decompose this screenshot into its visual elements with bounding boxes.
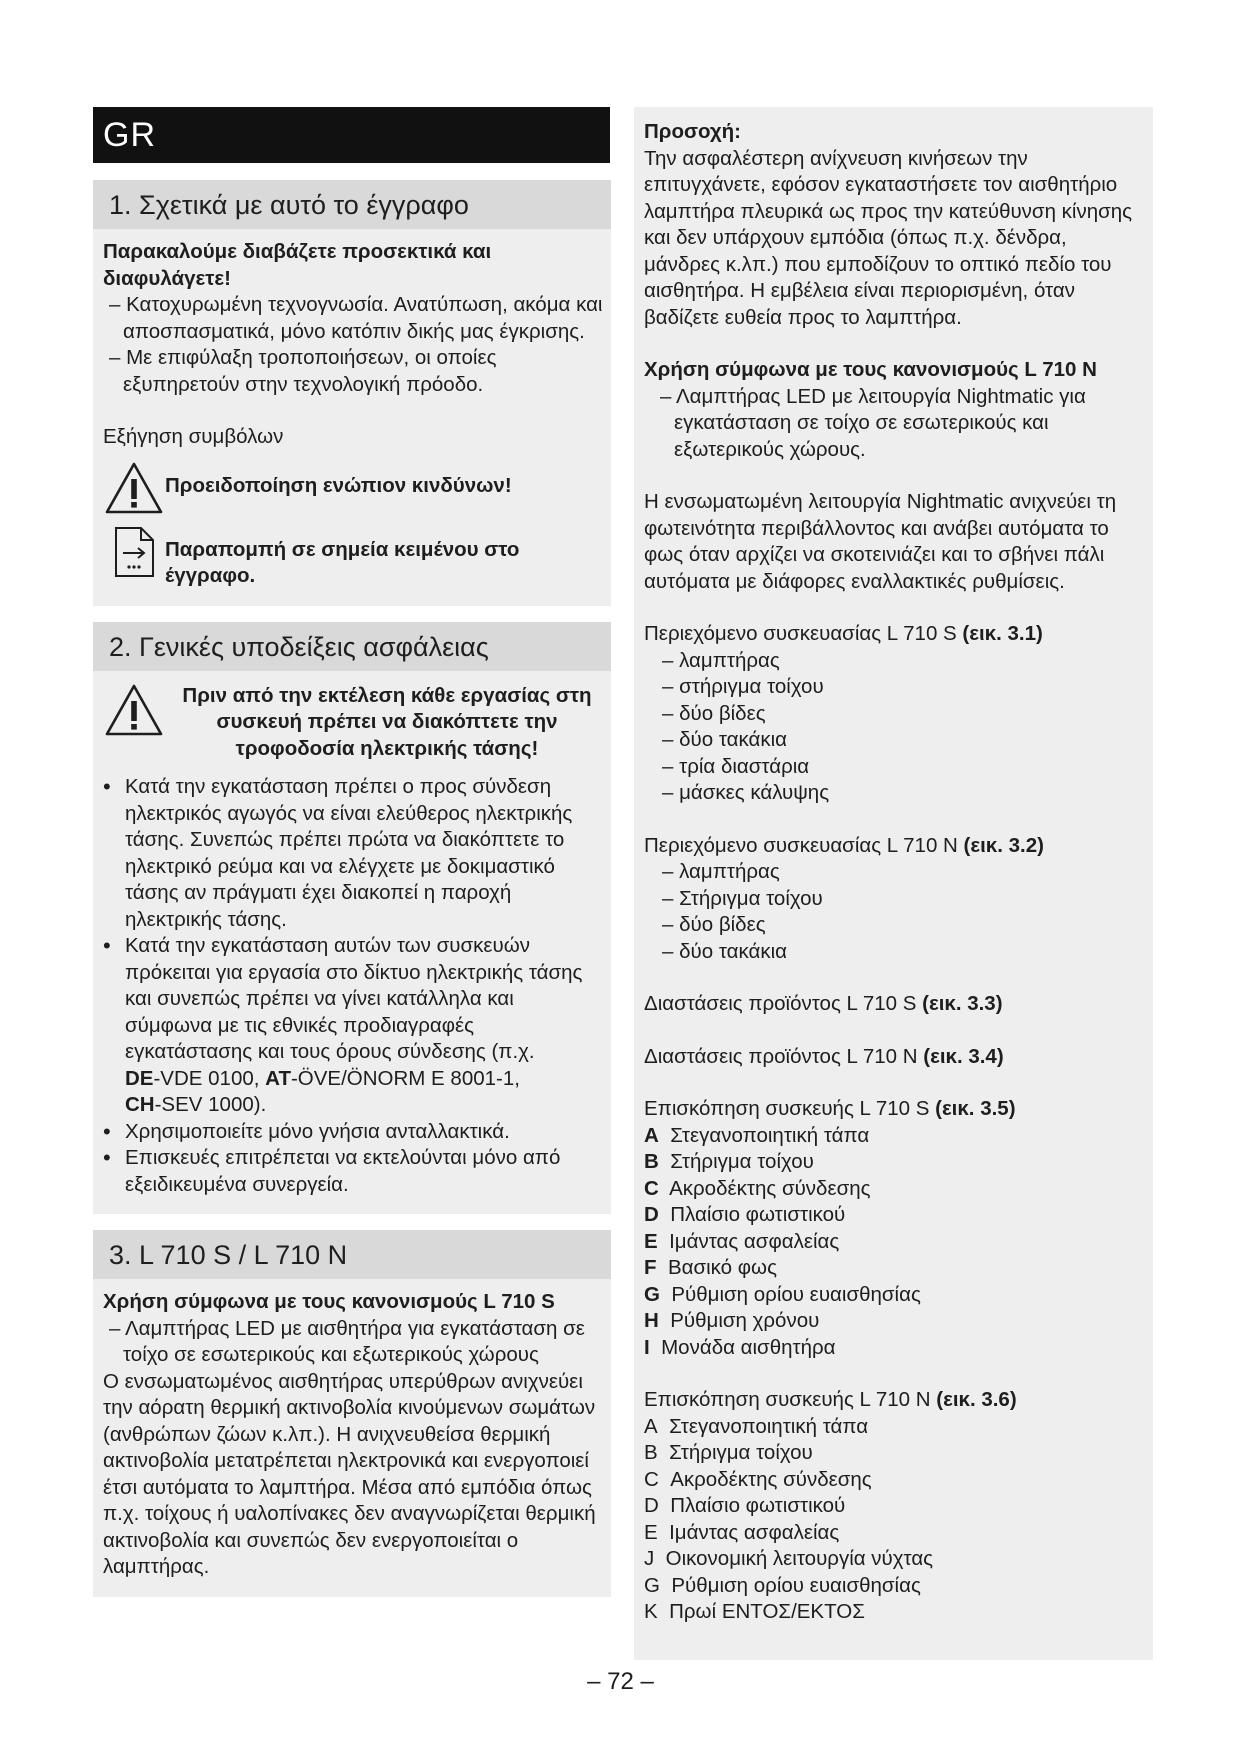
list-item: I Μονάδα αισθητήρα: [644, 1335, 836, 1359]
section-safety: [93, 622, 611, 1215]
list-item: D Πλαίσιο φωτιστικού: [644, 1203, 846, 1226]
symbols-title: Εξήγηση συμβόλων: [103, 425, 284, 448]
list-item: E Ιμάντας ασφαλείας: [644, 1229, 840, 1253]
list-item: B Στήριγμα τοίχου: [644, 1441, 813, 1464]
list-item: – δύο τακάκια: [662, 939, 787, 963]
warning-text: Πριν από την εκτέλεση κάθε εργασίας στη συσκευή πρέπει να διακόπτετε την τροφοδοσία ηλεκτρικής τάσης!: [182, 683, 592, 760]
contents-s-list: [644, 648, 1147, 807]
warning-icon: [103, 683, 165, 737]
safety-warning: [103, 683, 603, 763]
sensor-paragraph: Ο ενσωματωμένος αισθητήρας υπερύθρων ανιχνεύει την αόρατη θερμική ακτινοβολία κινούμενων σωμάτων (ανθρώπων ζώων κ.λπ.). Η ανιχνευθείσα θερμική ακτινοβολία μετατρέπεται ηλεκτρονικά και ενεργοποιεί έτσι αυτόματα το λαμπτήρα. Μέσα από εμπόδια όπως π.χ. τοίχους ή υαλοπίνακες δεν αναγνωρίζεται θερμική ακτινοβολία και συνεπώς δεν ενεργοποιείται ο λαμπτήρας.: [103, 1369, 596, 1578]
list-item: – Λαμπτήρας LED με λειτουργία Nightmatic για εγκατάσταση σε τοίχο σε εσωτερικούς και εξωτερικούς χώρους.: [660, 384, 1086, 461]
overview-n-title: Επισκόπηση συσκευής L 710 N (εικ. 3.6): [644, 1388, 1017, 1411]
list-item: D Πλαίσιο φωτιστικού: [644, 1494, 846, 1517]
list-item: • Επισκευές επιτρέπεται να εκτελούνται μόνο από εξειδικευμένα συνεργεία.: [103, 1145, 561, 1196]
language-tag: GR: [93, 107, 610, 163]
page-number: – 72 –: [587, 1668, 654, 1695]
list-item: – τρία διαστάρια: [662, 754, 810, 778]
warning-icon: [103, 461, 165, 515]
use-title: Χρήση σύμφωνα με τους κανονισμούς L 710 S: [103, 1290, 555, 1313]
list-item: E Ιμάντας ασφαλείας: [644, 1520, 840, 1544]
overview-n-list: [644, 1414, 1147, 1626]
use-n-title: Χρήση σύμφωνα με τους κανονισμούς L 710 N: [644, 358, 1097, 381]
list-item: G Ρύθμιση ορίου ευαισθησίας: [644, 1573, 921, 1597]
list-item: H Ρύθμιση χρόνου: [644, 1309, 820, 1332]
list-item: C Ακροδέκτης σύνδεσης: [644, 1176, 871, 1200]
list-item: • Χρησιμοποιείτε μόνο γνήσια ανταλλακτικά.: [103, 1118, 510, 1144]
dims-n: Διαστάσεις προϊόντος L 710 N (εικ. 3.4): [644, 1044, 1004, 1068]
list-item: – δύο βίδες: [662, 701, 766, 725]
contents-n-title: Περιεχόμενο συσκευασίας L 710 N (εικ. 3.2): [644, 833, 1044, 857]
nightmatic-text: Η ενσωματωμένη λειτουργία Nightmatic ανιχνεύει τη φωτεινότητα περιβάλλοντος και ανάβει αυτόματα το φως όταν αρχίζει να σκοτεινιάζει και το σβήνει πάλι αυτόματα με διάφορες εναλλακτικές ρυθμίσεις.: [644, 490, 1117, 593]
contents-s-title: Περιεχόμενο συσκευασίας L 710 S (εικ. 3.1): [644, 622, 1043, 645]
section-product: [93, 1230, 611, 1597]
list-item: J Οικονομική λειτουργία νύχτας: [644, 1547, 934, 1570]
list-item: – δύο τακάκια: [662, 728, 787, 751]
symbol-warning-text: Προειδοποίηση ενώπιον κινδύνων!: [165, 473, 512, 497]
list-item: B Στήριγμα τοίχου: [644, 1150, 814, 1173]
list-item: • Κατά την εγκατάσταση αυτών των συσκευών πρόκειται για εργασία στο δίκτυο ηλεκτρικής τάσης και συνεπώς πρέπει να γίνει κατάλληλα και σύμφωνα με τις εθνικές προδιαγραφές εγκατάστασης και τους όρους σύνδεσης (π.χ. DE-VDE 0100, AT-ÖVE/ÖNORM E 8001-1, CH-SEV 1000).: [103, 933, 583, 1116]
list-item: – στήριγμα τοίχου: [662, 675, 824, 698]
attention-title: Προσοχή:: [644, 120, 741, 143]
list-item: – Λαμπτήρας LED με αισθητήρα για εγκατάσταση σε τοίχο σε εσωτερικούς και εξωτερικούς χώρους: [109, 1316, 585, 1366]
overview-s-list: [644, 1123, 1147, 1362]
list-item: G Ρύθμιση ορίου ευαισθησίας: [644, 1282, 921, 1306]
symbol-reference-row: [103, 525, 603, 590]
right-column: [634, 107, 1153, 1660]
list-item: A Στεγανοποιητική τάπα: [644, 1123, 870, 1147]
section-title: 2. Γενικές υποδείξεις ασφάλειας: [93, 622, 611, 671]
list-item: – Κατοχυρωμένη τεχνογνωσία. Ανατύπωση, ακόμα και αποσπασματικά, μόνο κατόπιν δικής μας έγκρισης.: [109, 293, 603, 343]
list-item: A Στεγανοποιητική τάπα: [644, 1414, 869, 1438]
overview-s-title: Επισκόπηση συσκευής L 710 S (εικ. 3.5): [644, 1097, 1016, 1120]
section-title: 3. L 710 S / L 710 N: [93, 1230, 611, 1279]
section-title: 1. Σχετικά με αυτό το έγγραφο: [93, 180, 611, 229]
left-column: [93, 180, 611, 1613]
document-reference-icon: [103, 525, 165, 579]
symbol-reference-text: Παραπομπή σε σημεία κειμένου στο έγγραφο.: [165, 537, 520, 587]
list-item: C Ακροδέκτης σύνδεσης: [644, 1467, 872, 1491]
list-item: K Πρωί ΕΝΤΟΣ/ΕΚΤΟΣ: [644, 1600, 865, 1623]
intro-text: Παρακαλούμε διαβάζετε προσεκτικά και διαφυλάγετε!: [103, 240, 492, 290]
section-about-document: [93, 180, 611, 606]
symbol-warning-row: [103, 461, 603, 515]
dims-s: Διαστάσεις προϊόντος L 710 S (εικ. 3.3): [644, 992, 1003, 1015]
list-item: – μάσκες κάλυψης: [662, 781, 830, 804]
list-item: – δύο βίδες: [662, 913, 766, 936]
list-item: – Στήριγμα τοίχου: [662, 886, 823, 910]
list-item: – λαμπτήρας: [662, 648, 780, 672]
list-item: F Βασικό φως: [644, 1256, 777, 1279]
attention-text: Την ασφαλέστερη ανίχνευση κινήσεων την επιτυγχάνετε, εφόσον εγκαταστήσετε τον αισθητήριο λαμπτήρα πλευρικά ως προς την κατεύθυνση κίνησης και δεν υπάρχουν εμπόδια (όπως π.χ. δένδρα, μάνδρες κ.λπ.) που εμποδίζουν το οπτικό πεδίο του αισθητήρα. Η εμβέλεια είναι περιορισμένη, όταν βαδίζετε ευθεία προς το λαμπτήρα.: [644, 146, 1133, 329]
list-item: – Με επιφύλαξη τροποποιήσεων, οι οποίες εξυπηρετούν στην τεχνολογική πρόοδο.: [109, 346, 497, 396]
contents-n-list: [644, 859, 1147, 965]
list-item: – λαμπτήρας: [662, 860, 780, 883]
list-item: • Κατά την εγκατάσταση πρέπει ο προς σύνδεση ηλεκτρικός αγωγός να είναι ελεύθερος ηλεκτρικής τάσης. Συνεπώς πρέπει πρώτα να διακόπτετε το ηλεκτρικό ρεύμα και να ελέγχετε με δοκιμαστικό τάσης αν πράγματι έχει διακοπεί η παροχή ηλεκτρικής τάσης.: [103, 774, 573, 931]
